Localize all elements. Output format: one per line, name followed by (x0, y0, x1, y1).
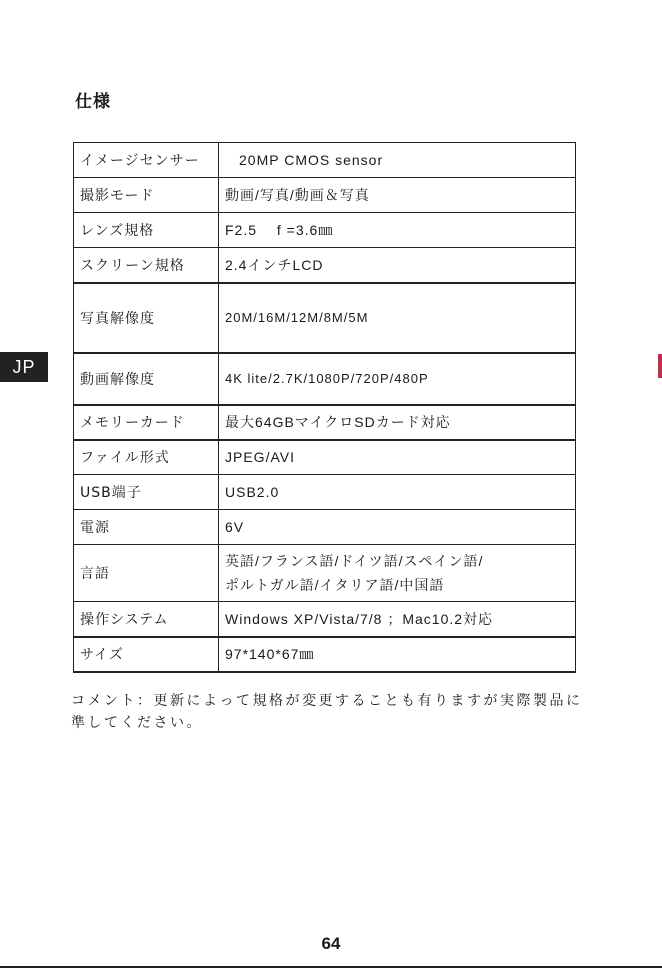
spec-value: 20MP CMOS sensor (219, 143, 576, 178)
table-row (74, 510, 576, 545)
spec-table (73, 142, 576, 673)
table-row (74, 143, 576, 178)
spec-value: 6V (219, 510, 576, 545)
spec-label: 電源 (74, 510, 219, 545)
spec-label: 撮影モード (74, 178, 219, 213)
spec-label: 操作システム (74, 602, 219, 637)
spec-label: レンズ規格 (74, 213, 219, 248)
spec-value: F2.5 f =3.6㎜ (219, 213, 576, 248)
table-row (74, 637, 576, 672)
spec-label: イメージセンサー (74, 143, 219, 178)
spec-value: JPEG/AVI (219, 440, 576, 475)
spec-value: 2.4インチLCD (219, 248, 576, 283)
bottom-rule (0, 966, 662, 968)
spec-label: メモリーカード (74, 405, 219, 440)
table-row (74, 440, 576, 475)
spec-value: 4K lite/2.7K/1080P/720P/480P (219, 353, 576, 405)
spec-label: スクリーン規格 (74, 248, 219, 283)
table-row (74, 475, 576, 510)
spec-label: ファイル形式 (74, 440, 219, 475)
table-row (74, 248, 576, 283)
spec-label: サイズ (74, 637, 219, 672)
table-row (74, 405, 576, 440)
table-row (74, 353, 576, 405)
spec-value: 97*140*67㎜ (219, 637, 576, 672)
spec-label: 写真解像度 (74, 283, 219, 353)
page-title: 仕様 (75, 92, 111, 112)
spec-value: 最大64GBマイクロSDカード対応 (219, 405, 576, 440)
table-row (74, 178, 576, 213)
table-row (74, 545, 576, 602)
edge-marker (658, 354, 662, 378)
spec-label: USB端子 (74, 475, 219, 510)
footnote: コメント：更新によって規格が変更することも有りますが実際製品に準してください。 (71, 693, 583, 731)
spec-value: Windows XP/Vista/7/8 ；Mac10.2対応 (219, 602, 576, 637)
page-number: 64 (321, 934, 341, 953)
spec-value: 20M/16M/12M/8M/5M (219, 283, 576, 353)
table-row (74, 283, 576, 353)
language-tab-jp: JP (0, 352, 48, 382)
spec-label: 動画解像度 (74, 353, 219, 405)
spec-value-line: ポルトガル語/イタリア語/中国語 (225, 577, 445, 593)
spec-value-line: 英語/フランス語/ドイツ語/スペイン語/ (225, 553, 484, 569)
spec-value: USB2.0 (219, 475, 576, 510)
table-row (74, 213, 576, 248)
table-row (74, 602, 576, 637)
spec-value (219, 545, 576, 602)
spec-label: 言語 (74, 545, 219, 602)
spec-value: 動画/写真/動画＆写真 (219, 178, 576, 213)
